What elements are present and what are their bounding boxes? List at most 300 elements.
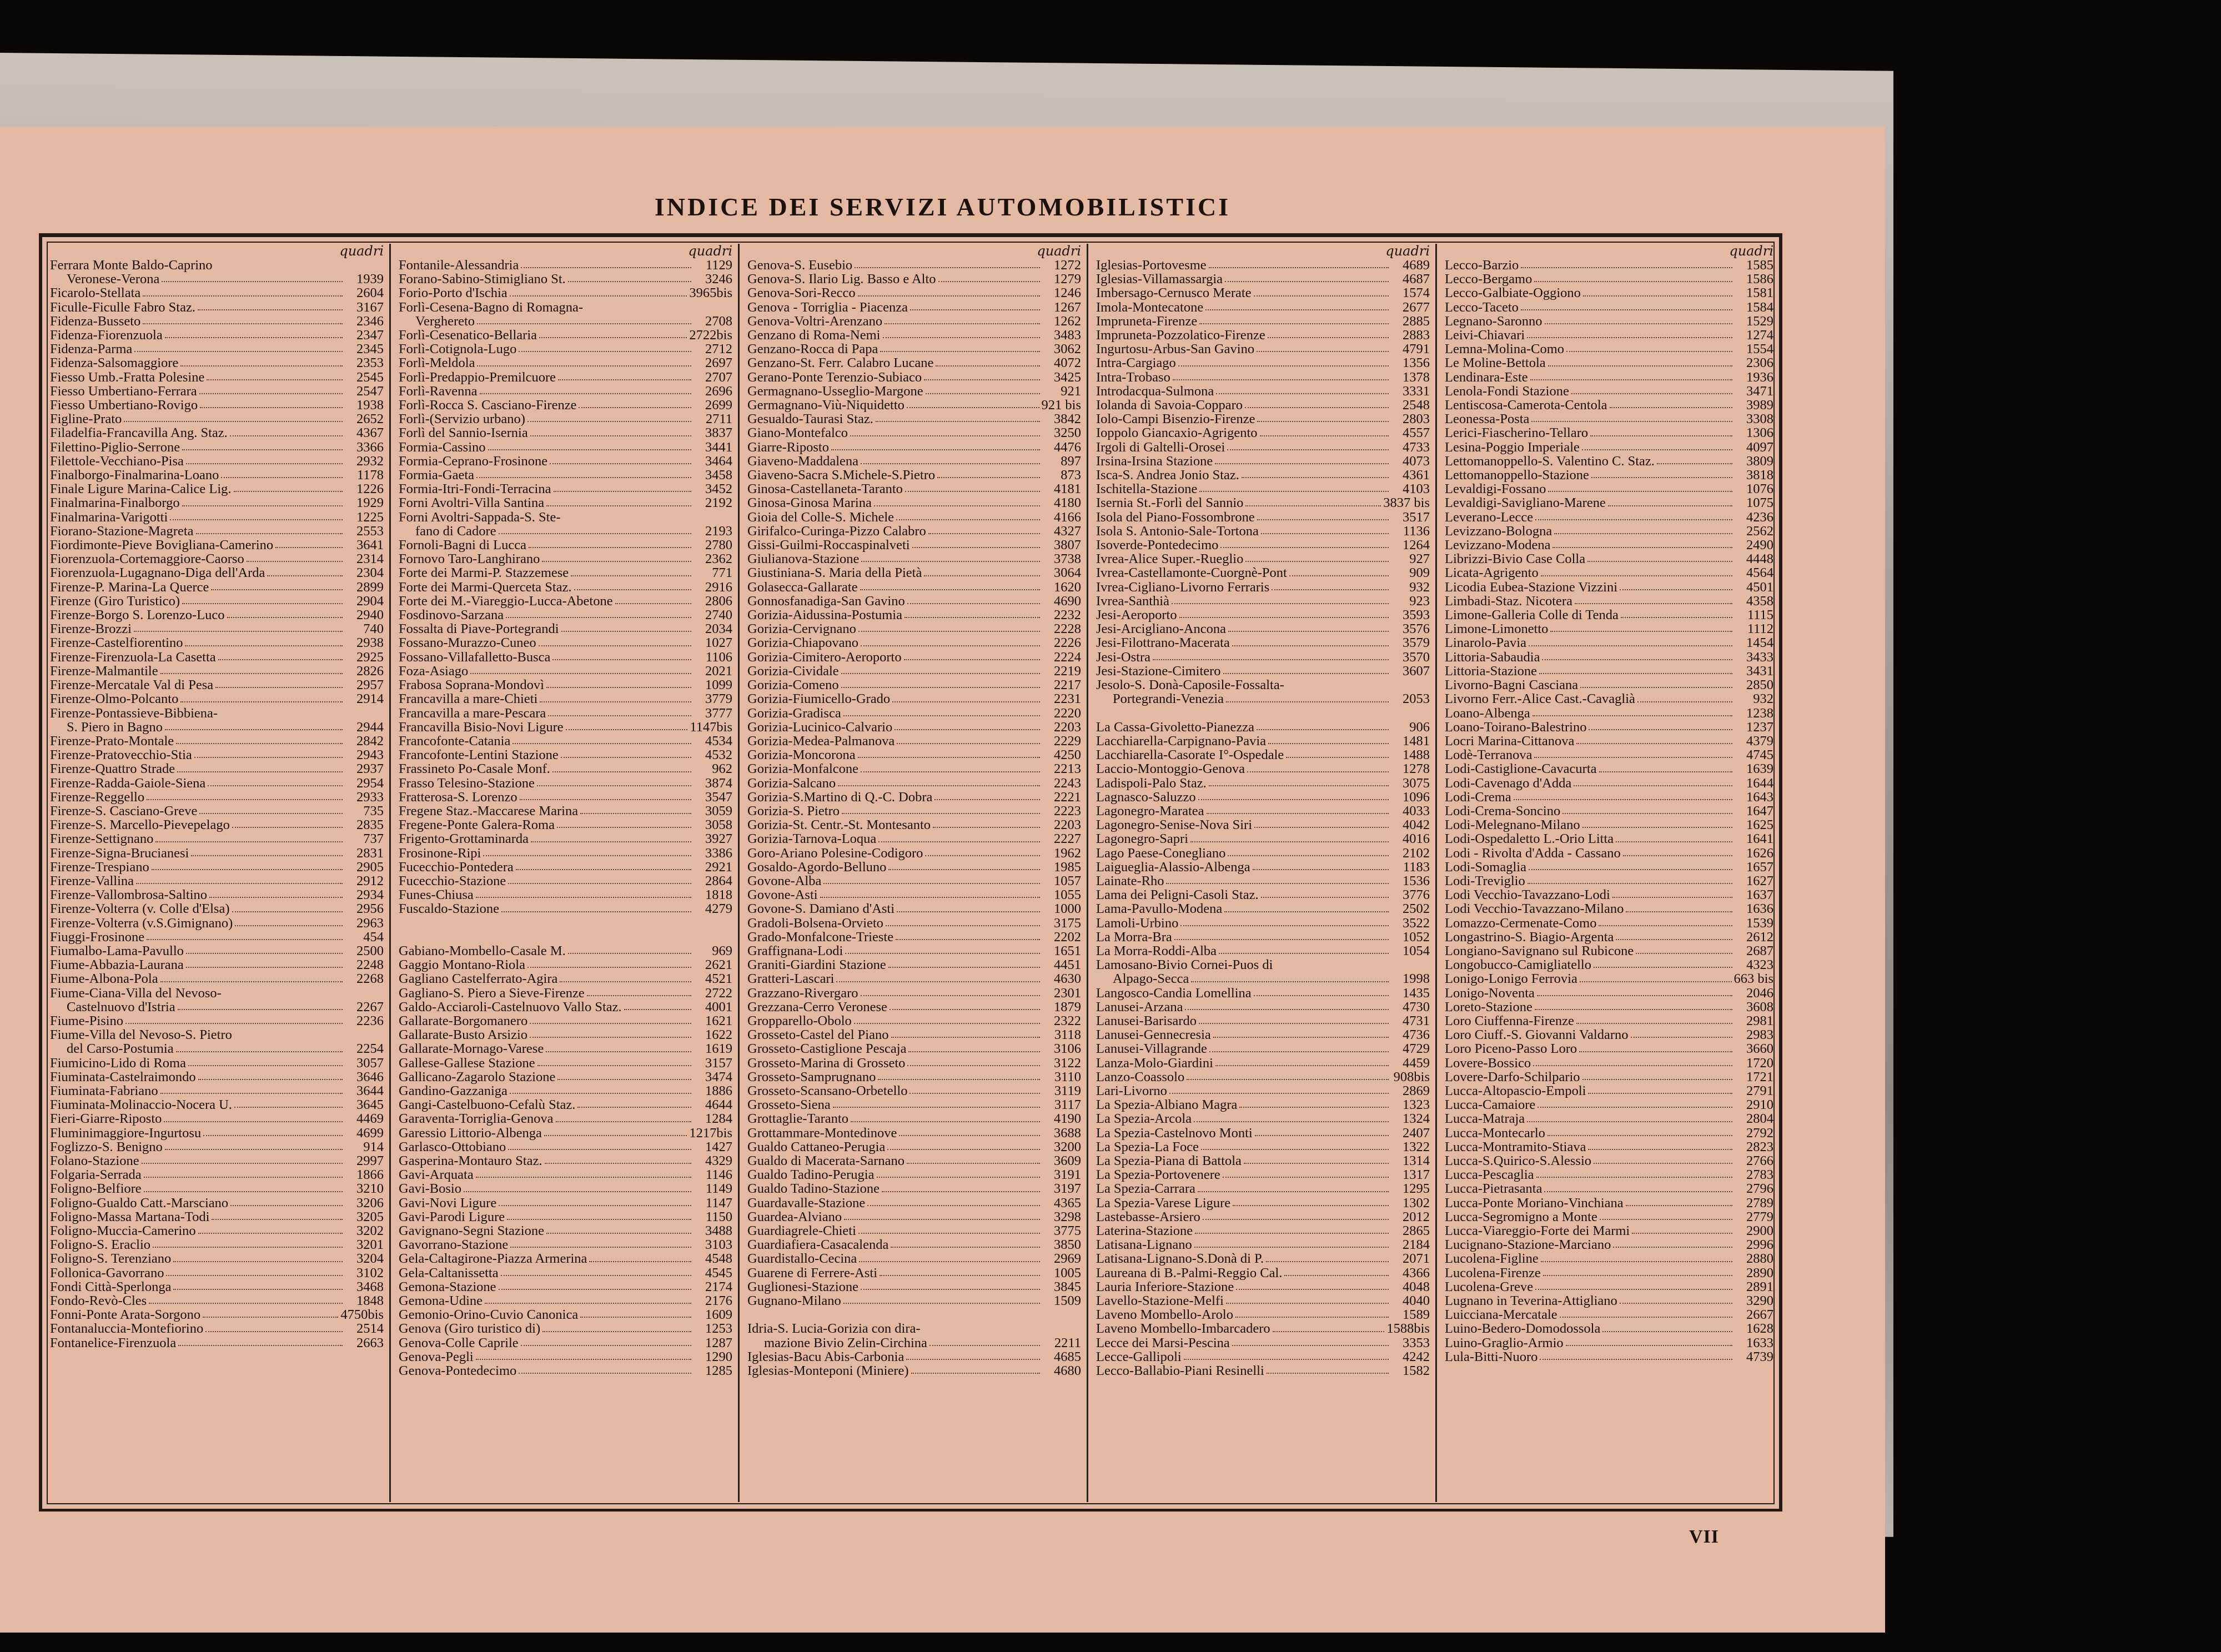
index-entry (50, 580, 384, 594)
leader-dots (897, 911, 1040, 912)
entry-route: Licodia Eubea-Stazione Vizzini (1445, 580, 1618, 594)
index-entry (50, 748, 384, 762)
entry-table-number: 3210 (356, 1181, 384, 1197)
index-entry (1096, 258, 1430, 272)
entry-table-number: 4564 (1746, 565, 1773, 581)
entry-route: Golasecca-Gallarate (747, 580, 858, 594)
index-entry (747, 272, 1081, 286)
index-entry (747, 958, 1081, 972)
entry-route: Fucecchio-Stazione (399, 873, 506, 888)
index-entry (1445, 1098, 1773, 1112)
leader-dots (134, 631, 343, 632)
entry-route: Foligno-S. Eraclio (50, 1238, 151, 1252)
entry-table-number: 2796 (1746, 1181, 1773, 1197)
entry-route: Iglesias-Bacu Abis-Carbonia (747, 1349, 905, 1364)
leader-dots (936, 365, 1040, 366)
leader-dots (508, 1149, 691, 1150)
index-entry (399, 762, 732, 776)
entry-table-number: 1264 (1403, 538, 1430, 553)
index-entry (399, 1252, 732, 1266)
index-entry (1096, 1350, 1430, 1364)
leader-dots (499, 1289, 691, 1290)
entry-route: Grosseto-Castel del Piano (747, 1028, 889, 1042)
entry-table-number: 897 (1061, 453, 1081, 469)
entry-table-number: 4001 (705, 999, 732, 1015)
entry-route: Lauria Inferiore-Stazione (1096, 1279, 1234, 1294)
index-entry (747, 398, 1081, 412)
index-entry (399, 1350, 732, 1364)
entry-route: Graniti-Giardini Stazione (747, 958, 886, 972)
entry-route: Lagnasco-Saluzzo (1096, 790, 1196, 804)
entry-route: Lagonegro-Senise-Nova Siri (1096, 818, 1252, 832)
entry-table-number: 1657 (1746, 859, 1773, 875)
entry-route: Lenola-Fondi Stazione (1445, 384, 1569, 399)
entry-route: Grado-Monfalcone-Trieste (747, 930, 894, 944)
entry-route: Iglesias-Portovesme (1096, 258, 1207, 273)
entry-route: Lodi-Castiglione-Cavacurta (1445, 762, 1597, 776)
index-entry (399, 468, 732, 482)
entry-route: Fluminimaggiore-Ingurtosu (50, 1126, 202, 1140)
leader-dots (859, 1261, 1040, 1262)
entry-route: Lucca-Pescaglia (1445, 1168, 1534, 1182)
entry-route: Lucca-Camaiore (1445, 1098, 1536, 1112)
index-entry (399, 930, 732, 944)
entry-table-number: 3989 (1746, 398, 1773, 413)
entry-route: Firenze-Malmantile (50, 664, 158, 679)
entry-route: Gagliano Castelferrato-Agira (399, 972, 558, 986)
entry-route: Govone-Asti (747, 888, 818, 902)
leader-dots (1194, 1247, 1389, 1248)
entry-table-number: 3458 (705, 468, 732, 483)
entry-route: La Spezia-Portovenere (1096, 1168, 1220, 1182)
leader-dots (1588, 1149, 1732, 1150)
leader-dots (861, 1289, 1040, 1290)
index-entry (1096, 916, 1430, 930)
index-entry (1445, 916, 1773, 930)
entry-route: Fiume-Abbazia-Laurana (50, 958, 184, 972)
entry-route: Gangi-Castelbuono-Cefalù Staz. (399, 1098, 576, 1112)
entry-table-number: 2547 (356, 383, 384, 399)
leader-dots (1560, 1317, 1732, 1318)
entry-table-number: 2905 (356, 859, 384, 875)
leader-dots (142, 1163, 343, 1164)
entry-route: Loro Ciuffenna-Firenze (1445, 1013, 1574, 1028)
entry-route: fano di Cadore (415, 524, 496, 539)
leader-dots (1198, 799, 1389, 800)
entry-route: Gorizia-St. Centr.-St. Montesanto (747, 818, 931, 832)
index-entry (50, 468, 384, 482)
entry-table-number: 1647 (1746, 803, 1773, 819)
index-entry (747, 804, 1081, 818)
entry-table-number: 2345 (356, 342, 384, 357)
index-entry (1096, 468, 1430, 482)
entry-route: Gonnosfanadiga-San Gavino (747, 594, 905, 609)
entry-table-number: 4181 (1054, 481, 1081, 497)
entry-table-number: 2217 (1054, 677, 1081, 693)
entry-route: Fontanaluccia-Montefiorino (50, 1322, 204, 1336)
leader-dots (905, 617, 1040, 618)
leader-dots (1543, 1275, 1732, 1276)
entry-route: Gavi-Novi Ligure (399, 1196, 497, 1210)
entry-table-number: 2944 (356, 719, 384, 735)
entry-table-number: 3201 (356, 1237, 384, 1253)
entry-route: Frassineto Po-Casale Monf. (399, 762, 550, 776)
entry-table-number: 2667 (1746, 1307, 1773, 1323)
index-entry (399, 258, 732, 272)
entry-route: Guglionesi-Stazione (747, 1279, 859, 1294)
index-entry (1096, 1070, 1430, 1084)
entry-route: La Spezia-Albiano Magra (1096, 1098, 1238, 1112)
entry-table-number: 932 (1753, 691, 1773, 707)
entry-table-number: 2502 (1403, 901, 1430, 917)
entry-table-number: 3452 (705, 481, 732, 497)
leader-dots (1209, 1051, 1389, 1052)
leader-dots (874, 505, 1040, 506)
entry-table-number: 2831 (356, 845, 384, 861)
entry-table-number: 2192 (705, 495, 732, 511)
entry-route: Fornoli-Bagni di Lucca (399, 538, 526, 553)
entry-table-number: 1621 (705, 1013, 732, 1028)
entry-table-number: 3433 (1746, 649, 1773, 665)
entry-table-number: 1005 (1054, 1265, 1081, 1281)
entry-table-number: 3191 (1054, 1167, 1081, 1183)
leader-dots (911, 1373, 1040, 1374)
entry-table-number: 4630 (1054, 971, 1081, 987)
index-entry (1096, 300, 1430, 314)
entry-route: Longiano-Savignano sul Rubicone (1445, 943, 1634, 958)
index-entry (1445, 1294, 1773, 1308)
entry-table-number: 2722 (705, 985, 732, 1001)
index-entry (1096, 832, 1430, 846)
entry-route: Lucca-Montramito-Stiava (1445, 1139, 1586, 1154)
leader-dots (550, 463, 691, 464)
entry-table-number: 2835 (356, 817, 384, 833)
entry-table-number: 4548 (705, 1251, 732, 1267)
index-entry (1096, 622, 1430, 636)
leader-dots (234, 1107, 343, 1108)
entry-table-number: 962 (712, 761, 732, 777)
entry-route: Idria-S. Lucia-Gorizia con dira- (747, 1322, 921, 1336)
index-entry (50, 944, 384, 958)
leader-dots (178, 1345, 343, 1346)
entry-table-number: 2211 (1054, 1335, 1081, 1350)
entry-route: Lodi Vecchio-Tavazzano-Milano (1445, 902, 1624, 916)
index-entry (1445, 1210, 1773, 1224)
entry-table-number: 2937 (356, 761, 384, 777)
entry-table-number: 4048 (1403, 1279, 1430, 1294)
leader-dots (203, 1317, 338, 1318)
leader-dots (896, 519, 1040, 520)
leader-dots (143, 295, 343, 297)
entry-route: Frigento-Grottaminarda (399, 832, 529, 846)
entry-route: Goro-Ariano Polesine-Codigoro (747, 846, 923, 860)
entry-route: Lodi-Treviglio (1445, 873, 1525, 888)
entry-route: Ischitella-Stazione (1096, 482, 1198, 496)
leader-dots (924, 379, 1040, 380)
entry-table-number: 1106 (705, 649, 732, 665)
entry-route: Firenze-Firenzuola-La Casetta (50, 650, 216, 664)
index-entry (399, 1280, 732, 1294)
leader-dots (858, 757, 1040, 758)
index-entry (1445, 1070, 1773, 1084)
leader-dots (186, 463, 343, 464)
entry-table-number: 1584 (1746, 299, 1773, 315)
index-entry (1096, 594, 1430, 608)
leader-dots (880, 351, 1040, 352)
leader-dots (888, 967, 1040, 968)
leader-dots (1215, 463, 1389, 464)
entry-route: Loano-Toirano-Balestrino (1445, 720, 1587, 734)
entry-table-number: 1323 (1403, 1097, 1430, 1113)
entry-route: Ivrea-Alice Super.-Rueglio (1096, 552, 1244, 566)
index-entry (50, 832, 384, 846)
index-entry (1096, 930, 1430, 944)
leader-dots (480, 393, 691, 394)
entry-table-number: 2268 (356, 971, 384, 987)
index-entry (50, 622, 384, 636)
entry-table-number: 2891 (1746, 1279, 1773, 1294)
leader-dots (841, 673, 1040, 674)
index-entry (1445, 1280, 1773, 1294)
index-entry (1096, 888, 1430, 902)
index-entry (1096, 272, 1430, 286)
entry-table-number: 3204 (356, 1251, 384, 1267)
entry-route: Longastrino-S. Biagio-Argenta (1445, 930, 1614, 944)
leader-dots (1550, 631, 1732, 632)
index-entry (50, 790, 384, 804)
index-entry (747, 972, 1081, 986)
index-entry (50, 1210, 384, 1224)
leader-dots (1521, 267, 1732, 268)
index-entry (1445, 384, 1773, 398)
leader-dots (878, 1079, 1040, 1080)
leader-dots (507, 1219, 691, 1220)
entry-table-number: 2940 (356, 607, 384, 623)
entry-table-number: 3431 (1746, 663, 1773, 679)
index-entry (50, 454, 384, 468)
entry-route: Genova-S. Ilario Lig. Basso e Alto (747, 272, 936, 287)
entry-route: Grottaglie-Taranto (747, 1112, 848, 1126)
entry-table-number: 3057 (356, 1055, 384, 1071)
index-entry (747, 1196, 1081, 1210)
index-entry (1096, 846, 1430, 860)
leader-dots (1576, 1023, 1732, 1024)
entry-table-number: 2969 (1054, 1251, 1081, 1267)
leader-dots (1227, 449, 1389, 450)
entry-table-number: 2842 (356, 733, 384, 749)
entry-table-number: 2229 (1054, 733, 1081, 749)
index-entry (1445, 622, 1773, 636)
entry-table-number: 1146 (705, 1167, 732, 1183)
entry-route: Fiorano-Stazione-Magreta (50, 524, 194, 539)
entry-route: Longobucco-Camigliatello (1445, 958, 1591, 972)
index-entry (1096, 1224, 1430, 1238)
entry-table-number: 3468 (356, 1279, 384, 1294)
entry-route: Finalmarina-Varigotti (50, 510, 168, 524)
entry-table-number: 2880 (1746, 1251, 1773, 1267)
index-entry (1445, 1014, 1773, 1028)
index-entry (399, 314, 732, 328)
entry-table-number: 909 (1409, 565, 1430, 581)
entry-table-number: 2184 (1403, 1237, 1430, 1253)
entry-route: Fidenza-Parma (50, 342, 133, 356)
leader-dots (1547, 1135, 1732, 1136)
index-entry (1445, 972, 1773, 986)
index-entry (747, 468, 1081, 482)
entry-route: Lendinara-Este (1445, 370, 1528, 384)
leader-dots (554, 491, 692, 492)
index-entry (399, 860, 732, 874)
entry-route: Genova-Pegli (399, 1349, 474, 1364)
index-entry (399, 538, 732, 552)
index-entry (747, 664, 1081, 678)
entry-route: Lucca-Segromigno a Monte (1445, 1209, 1597, 1224)
entry-list (1096, 258, 1430, 1378)
entry-table-number: 4469 (356, 1111, 384, 1127)
entry-route: Genova (Giro turistico di) (399, 1322, 541, 1336)
entry-route: Fucecchio-Pontedera (399, 860, 514, 874)
entry-table-number: 1939 (356, 272, 384, 287)
entry-table-number: 3850 (1054, 1237, 1081, 1253)
entry-table-number: 1285 (705, 1363, 732, 1379)
entry-table-number: 914 (363, 1139, 384, 1154)
entry-route: Gasperina-Montauro Staz. (399, 1153, 542, 1168)
leader-dots (221, 477, 343, 478)
entry-table-number: 1302 (1403, 1195, 1430, 1211)
index-entry (747, 1308, 1081, 1322)
index-entry (1096, 986, 1430, 1000)
leader-dots (1587, 561, 1732, 562)
leader-dots (182, 603, 343, 604)
leader-dots (1541, 575, 1732, 576)
index-entry (50, 986, 384, 1000)
index-entry (747, 1238, 1081, 1252)
leader-dots (1242, 477, 1389, 478)
entry-route: Lanusei-Barisardo (1096, 1013, 1197, 1028)
index-entry (747, 1112, 1081, 1126)
entry-route: Gosaldo-Agordo-Belluno (747, 860, 887, 874)
index-entry (50, 1098, 384, 1112)
entry-table-number: 3331 (1403, 383, 1430, 399)
index-entry (1445, 1350, 1773, 1364)
entry-table-number: 1818 (705, 887, 732, 903)
entry-route: Fiorenzuola-Cortemaggiore-Caorso (50, 552, 244, 566)
entry-route: Gela-Caltagirone-Piazza Armerina (399, 1252, 587, 1266)
index-entry (399, 1266, 732, 1280)
entry-route: Gratteri-Lascari (747, 972, 835, 986)
entry-table-number: 4365 (1054, 1195, 1081, 1211)
entry-table-number: 3175 (1054, 915, 1081, 931)
leader-dots (198, 1233, 343, 1234)
entry-table-number: 1178 (356, 468, 384, 483)
leader-dots (1286, 757, 1389, 758)
entry-table-number: 2545 (356, 369, 384, 385)
index-entry (1445, 706, 1773, 720)
index-entry (1445, 412, 1773, 426)
entry-route: Lanusei-Villagrande (1096, 1042, 1207, 1056)
index-entry (399, 580, 732, 594)
entry-list (399, 258, 732, 1378)
leader-dots (1272, 589, 1389, 590)
leader-dots (1166, 883, 1389, 884)
entry-table-number: 969 (712, 943, 732, 958)
entry-route: Lula-Bitti-Nuoro (1445, 1349, 1538, 1364)
index-entry (399, 426, 732, 440)
index-entry (1096, 860, 1430, 874)
entry-route: Lecce dei Marsi-Pescina (1096, 1335, 1230, 1350)
index-entry (50, 608, 384, 622)
entry-table-number: 2220 (1054, 705, 1081, 721)
entry-route: Gorizia-Moncorona (747, 748, 856, 762)
leader-dots (823, 883, 1040, 884)
index-entry (1445, 1112, 1773, 1126)
entry-table-number: 2865 (1403, 1223, 1430, 1238)
entry-table-number: 2957 (356, 677, 384, 693)
entry-table-number: 2021 (705, 663, 732, 679)
index-entry (399, 1140, 732, 1154)
leader-dots (537, 785, 691, 786)
entry-table-number: 3157 (705, 1055, 732, 1071)
leader-dots (1527, 1121, 1732, 1122)
entry-route: Genova-S. Eusebio (747, 258, 853, 273)
index-entry (1096, 1280, 1430, 1294)
page-title: INDICE DEI SERVIZI AUTOMOBILISTICI (654, 193, 1231, 221)
entry-route: Lecco-Barzio (1445, 258, 1519, 273)
leader-dots (1169, 1093, 1389, 1094)
index-entry (1445, 1336, 1773, 1350)
index-entry (747, 426, 1081, 440)
index-entry (1445, 986, 1773, 1000)
leader-dots (904, 659, 1040, 660)
entry-route: Gradoli-Bolsena-Orvieto (747, 916, 883, 930)
entry-table-number: 2226 (1054, 635, 1081, 651)
entry-table-number: 1075 (1746, 495, 1773, 511)
entry-table-number: 2806 (705, 593, 732, 609)
entry-route: Formia-Gaeta (399, 468, 475, 483)
index-entry (747, 720, 1081, 734)
leader-dots (198, 309, 343, 310)
leader-dots (208, 785, 343, 786)
leader-dots (1235, 1317, 1389, 1318)
leader-dots (1233, 1205, 1389, 1206)
entry-table-number: 4097 (1746, 439, 1773, 455)
entry-route: Lucca-Montecarlo (1445, 1126, 1545, 1140)
leader-dots (234, 491, 343, 492)
leader-dots (1536, 1177, 1732, 1178)
entry-table-number: 3579 (1403, 635, 1430, 651)
index-entry (50, 426, 384, 440)
entry-route: Guardiagrele-Chieti (747, 1224, 856, 1238)
entry-table-number: 1848 (356, 1293, 384, 1309)
entry-table-number: 2223 (1054, 803, 1081, 819)
entry-table-number: 1096 (1403, 789, 1430, 805)
leader-dots (1216, 393, 1389, 394)
index-entry (1096, 1182, 1430, 1196)
entry-route: La Morra-Bra (1096, 930, 1172, 944)
entry-table-number: 1586 (1746, 272, 1773, 287)
entry-route: Gualdo Tadino-Perugia (747, 1168, 875, 1182)
index-entry (1096, 314, 1430, 328)
leader-dots (516, 869, 691, 870)
index-entry (1445, 678, 1773, 692)
index-entry (399, 1126, 732, 1140)
entry-table-number: 1643 (1746, 789, 1773, 805)
entry-table-number: 1052 (1403, 929, 1430, 945)
leader-dots (1179, 617, 1389, 618)
leader-dots (542, 561, 691, 562)
leader-dots (907, 1065, 1040, 1066)
entry-route: Gallese-Gallese Stazione (399, 1056, 535, 1070)
